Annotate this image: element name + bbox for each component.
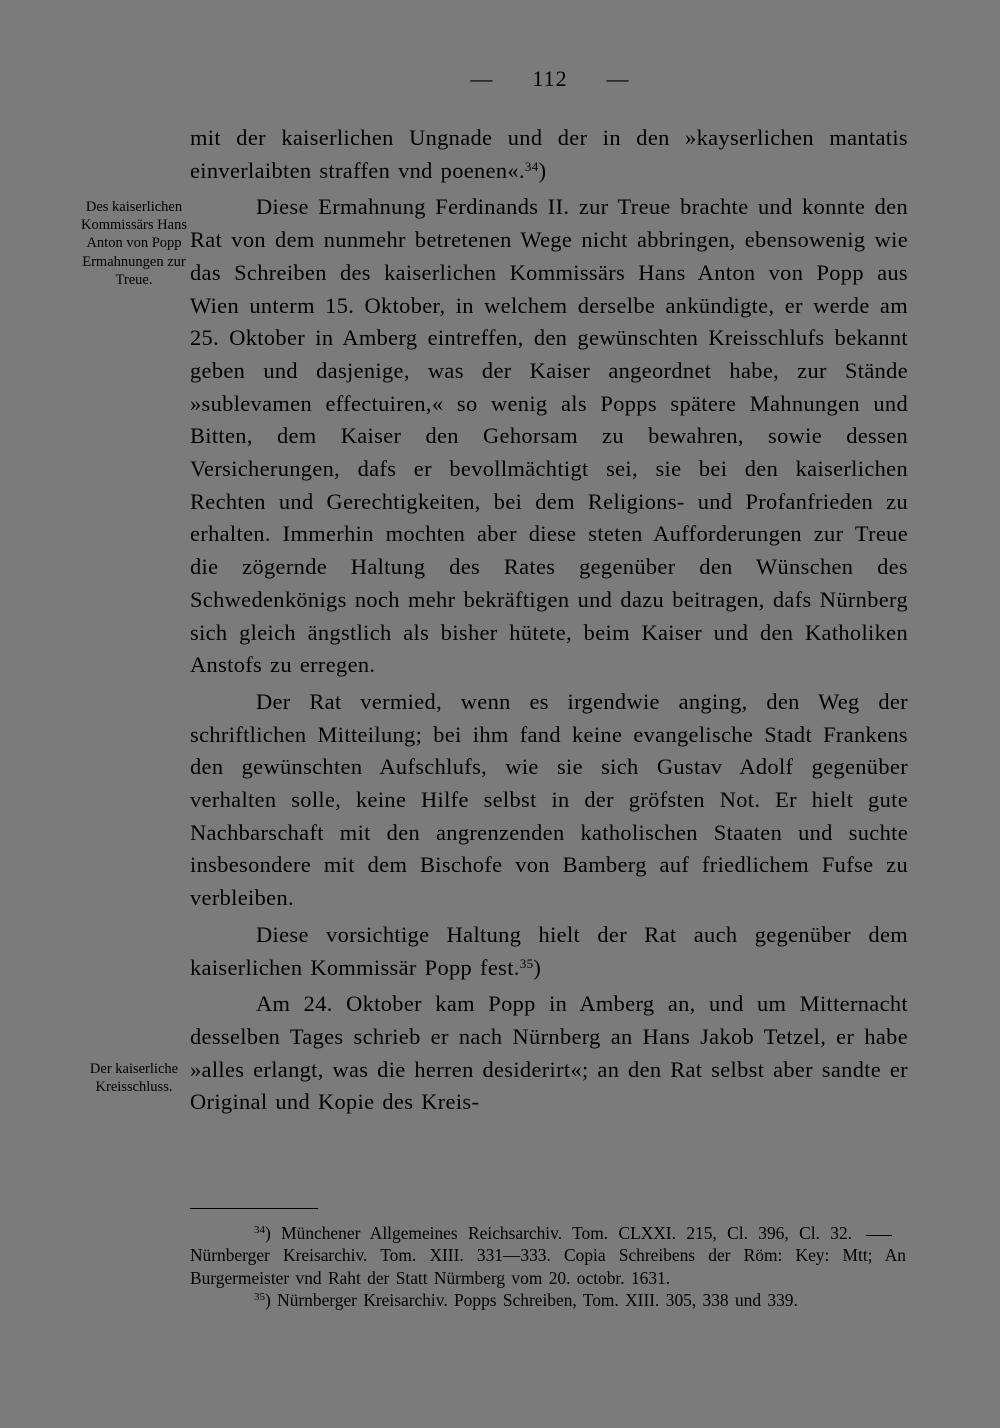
page-number-value: 112	[532, 66, 568, 91]
footnote-reference-paren: )	[538, 157, 547, 183]
paragraph-text: mit der kaiserlichen Ungnade und der in den »kayserlichen mantatis einverlaibten straffen vnd poenen«.	[190, 125, 908, 183]
margin-note-circle-resolution: Der kaiserliche Kreisschluss.	[89, 1061, 179, 1096]
footnote-text: ) Nürnberger Kreisarchiv. Popps Schreiben, Tom. XIII. 305, 338 und 339.	[265, 1290, 798, 1311]
paragraph: Diese Ermahnung Ferdinands II. zur Treue brachte und konnte den Rat von dem nunmehr betretenen Wege nicht abbringen, ebensowenig wie das Schreiben des kaiserlichen Kommissärs Hans Anton von Popp aus Wien unterm 15. Oktober, in welchem derselbe ankündigte, er werde am 25. Oktober in Amberg eintreffen, den gewünschten Kreisschlufs bekannt geben und dasjenige, was der Kaiser angeordnet habe, zur Stände »sublevamen effectuiren,« so wenig als Popps spätere Mahnungen und Bitten, dem Kaiser den Gehorsam zu bewahren, sowie dessen Versicherungen, dafs er bevollmächtigt sei, sie bei den kaiserlichen Rechten und Gerechtigkeiten, bei dem Religions- und Profanfrieden zu erhalten. Immerhin mochten aber diese steten Aufforderungen zur Treue die zögernde Haltung des Rates gegenüber den Wünschen des Schwedenkönigs noch mehr bekräftigen und dazu beitragen, dafs Nürnberg sich gleich ängstlich als bisher hütete, beim Kaiser und den Katholiken Anstofs zu erregen.	[190, 194, 908, 678]
footnote-reference-34: 34	[524, 158, 539, 174]
footnote-text: ) Münchener Allgemeines Reichsarchiv. Tom. CLXXI. 215, Cl. 396, Cl. 32.	[265, 1223, 852, 1243]
footnote-marker: 35	[254, 1291, 265, 1304]
footnote-marker: 34	[254, 1224, 265, 1236]
margin-note-popp-admonitions: Des kaiserlichen Kommissärs Hans Anton von Popp Ermahnungen zur Treue.	[81, 199, 187, 288]
page-number	[450, 66, 650, 92]
footnote-text: Nürnberger Kreisarchiv. Tom. XIII. 331—333. Copia Schreibens der Röm: Key: Mtt; An Burgermeister vnd Raht der Statt Nürmberg vom 20. octobr. 1631.	[190, 1245, 906, 1288]
footnote-34	[190, 1222, 906, 1289]
main-text	[190, 122, 908, 1119]
page-number-prefix: —	[470, 66, 494, 91]
page-number-suffix: —	[606, 66, 630, 91]
footnote-reference-paren: )	[533, 954, 542, 980]
footnote-divider	[190, 1208, 318, 1209]
paragraph: Der Rat vermied, wenn es irgendwie anging, den Weg der schriftlichen Mitteilung; bei ihm fand keine evangelische Stadt Frankens den gewünschten Aufschlufs, wie sie sich Gustav Adolf gegenüber verhalten solle, keine Hilfe selbst in der gröfsten Not. Er hielt gute Nachbarschaft mit den angrenzenden katholischen Staaten und suchte insbesondere mit dem Bischofe von Bamberg auf friedlichem Fufse zu verbleiben.	[190, 688, 908, 911]
footnote-reference-35: 35	[519, 955, 534, 971]
footnotes	[190, 1222, 906, 1312]
footnote-35	[190, 1289, 906, 1311]
paragraph-continuation	[190, 122, 908, 187]
paragraph	[190, 919, 908, 984]
paragraph: Am 24. Oktober kam Popp in Amberg an, und um Mitternacht desselben Tages schrieb er nach Nürnberg an Hans Jakob Tetzel, er habe »alles erlangt, was die herren desiderirt«; an den Rat selbst aber sandte er Original und Kopie des Kreis-	[190, 991, 908, 1115]
em-dash	[866, 1235, 892, 1236]
paragraph-text: Diese vorsichtige Haltung hielt der Rat auch gegenüber dem kaiserlichen Kommissär Popp fest.	[190, 921, 908, 980]
